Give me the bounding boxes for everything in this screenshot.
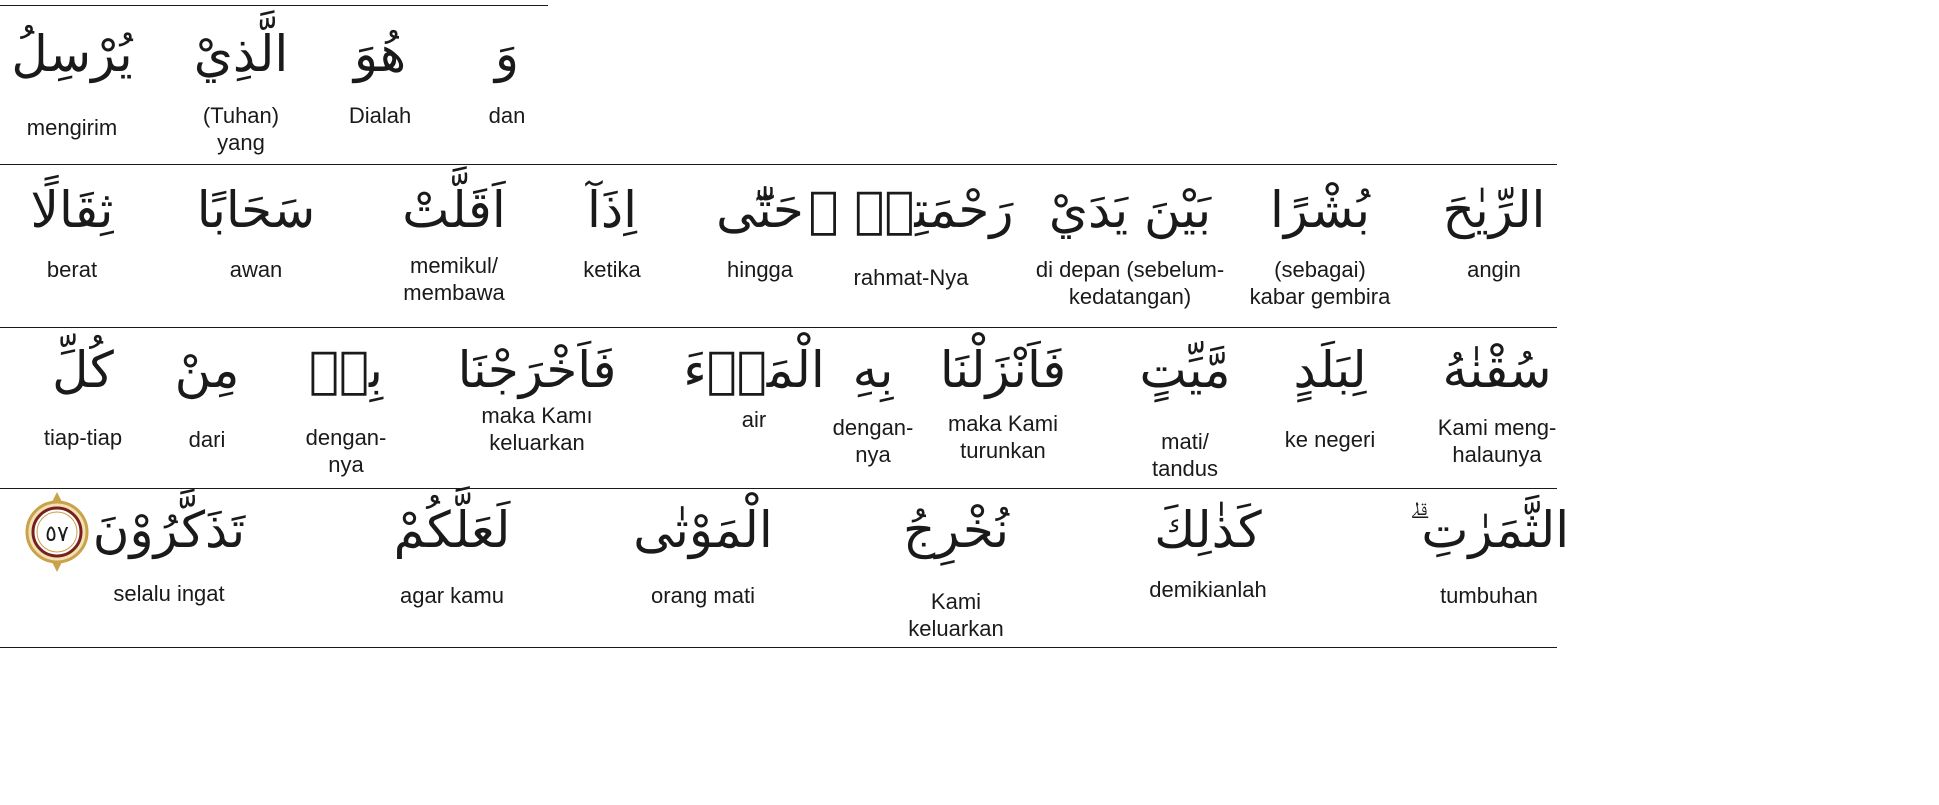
word-translation [833,414,914,468]
word-translation [1152,428,1218,482]
row-divider [0,327,1557,328]
translation-line: kedatangan) [1068,284,1192,309]
word-translation [44,424,122,451]
ayah-number: ٥٧ [45,522,69,547]
word-translation [230,256,283,283]
word-translation [908,588,1003,642]
translation-line: keluarkan [908,616,1004,641]
translation-line: hingga [726,257,794,282]
translation-line: Kami meng- [1437,415,1557,440]
word-translation [727,256,793,283]
arabic-word: اَقَلَّتْ [402,181,506,239]
bottom-rule [0,647,1557,648]
translation-line: rahmat-Nya [853,265,969,290]
word-translation [306,424,387,478]
arabic-word: مَّيِّتٍ [1139,341,1231,399]
translation-line: memikul/ [409,253,499,278]
arabic-word: رَحْمَتِهٖ ۗ [808,181,1014,239]
arabic-word: مِنْ [174,341,240,399]
translation-line: tandus [1151,456,1219,481]
word-translation [1036,256,1224,310]
word-translation [203,102,279,156]
arabic-word: كُلِّ [52,341,114,399]
translation-line: dan [488,103,526,128]
arabic-word: الْمَوْتٰى [633,501,773,559]
translation-line: ketika [583,257,641,282]
translation-line: demikianlah [1149,577,1267,602]
word-translation [400,582,504,609]
arabic-word: اِذَآ [586,181,638,239]
arabic-word: الثَّمَرٰتِ ۗ [1408,501,1570,559]
arabic-word: تَذَكَّرُوْنَ [92,501,246,559]
word-translation [47,256,97,283]
translation-line: mati/ [1161,429,1209,454]
arabic-word: يُرْسِلُ [11,25,133,83]
translation-line: (sebagai) [1274,257,1366,282]
word-translation [189,426,226,453]
translation-line: tiap-tiap [43,425,123,450]
translation-line: ke negeri [1284,427,1376,452]
arabic-word: هُوَ [353,25,407,83]
word-translation [854,264,969,291]
arabic-word: الَّذِيْ [193,25,289,83]
translation-line: maka Kamı [481,403,593,428]
word-translation [583,256,640,283]
arabic-word: فَاَخْرَجْنَا [457,341,617,399]
word-translation [1467,256,1521,283]
translation-line: Dialah [348,103,412,128]
translation-line: agar kamu [400,583,504,608]
word-translation [1285,426,1376,453]
word-translation [1438,414,1557,468]
word-translation [1149,576,1266,603]
translation-line: dengan- [305,425,387,450]
word-translation [349,102,411,129]
top-rule [0,5,548,6]
translation-line: air [741,407,767,432]
ayah-ornament-icon [25,490,89,574]
arabic-word: سَحَابًا [196,181,316,239]
arabic-word: ثِقَالًا [30,181,114,239]
word-translation [1250,256,1391,310]
arabic-word: نُخْرِجُ [902,501,1010,559]
arabic-word: وَ [494,25,520,83]
arabic-word: سُقْنٰهُ [1442,341,1552,399]
translation-line: selalu ingat [113,581,225,606]
arabic-word: بِهِ [852,341,894,399]
arabic-word: فَاَنْزَلْنَا [939,341,1067,399]
translation-line: mengirim [26,115,118,140]
arabic-word: لَعَلَّكُمْ [393,501,511,559]
word-translation [27,114,117,141]
translation-line: kabar gembira [1249,284,1391,309]
translation-line: maka Kami [947,411,1059,436]
translation-line: (Tuhan) [202,103,280,128]
translation-line: awan [229,257,283,282]
translation-line: dari [188,427,226,452]
word-translation [742,406,766,433]
translation-line: berat [46,257,98,282]
row-divider [0,488,1557,489]
translation-line: halaunya [1452,442,1542,467]
arabic-word: بُشْرًا [1270,181,1370,239]
arabic-word: حَتّٰٓى [716,181,804,239]
translation-line: orang mati [651,583,755,608]
word-translation [1440,582,1538,609]
translation-line: membawa [403,280,505,305]
translation-line: Kami [930,589,982,614]
translation-line: angin [1467,257,1521,282]
word-translation [113,580,224,607]
translation-line: tumbuhan [1440,583,1538,608]
translation-line: nya [855,442,891,467]
arabic-word: الرِّيٰحَ [1442,181,1546,239]
arabic-word: بِهٖ [309,341,383,399]
arabic-word: بَيْنَ يَدَيْ [1048,181,1212,239]
arabic-word: كَذٰلِكَ [1154,501,1262,559]
word-translation [651,582,755,609]
translation-line: yang [217,130,265,155]
row-divider [0,164,1557,165]
ayah-number-marker [25,490,89,574]
translation-line: keluarkan [489,430,585,455]
translation-line: turunkan [960,438,1046,463]
arabic-word: الْمَاۤءَ [683,341,825,399]
word-translation [481,402,592,456]
word-translation [948,410,1058,464]
word-translation [403,252,504,306]
translation-line: nya [328,452,364,477]
translation-line: dengan- [832,415,914,440]
arabic-word: لِبَلَدٍ [1293,341,1367,399]
translation-line: di depan (sebelum- [1035,257,1225,282]
word-translation [489,102,526,129]
